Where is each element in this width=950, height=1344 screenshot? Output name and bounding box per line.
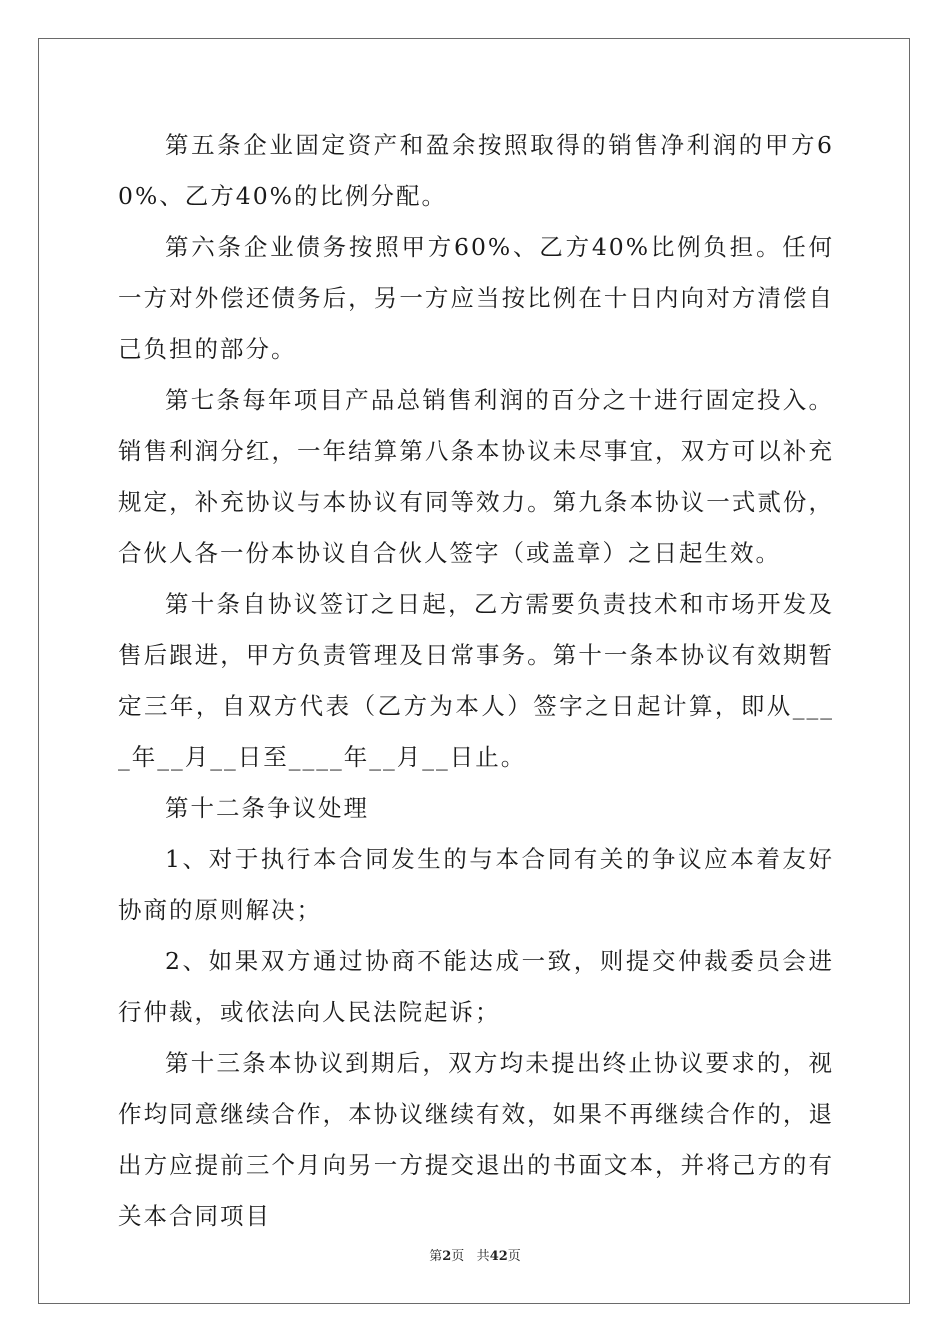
page-number: 2	[442, 1249, 452, 1264]
page-suffix: 页	[451, 1249, 465, 1264]
paragraph-article-10: 第十条自协议签订之日起，乙方需要负责技术和市场开发及售后跟进，甲方负责管理及日常事务。第十一条本协议有效期暂定三年，自双方代表（乙方为本人）签字之日起计算，即从____年__月__日至____年__月__日止。	[118, 590, 834, 771]
total-pages: 42	[489, 1249, 508, 1264]
document-body	[118, 120, 834, 1242]
total-suffix: 页	[507, 1249, 521, 1264]
paragraph-article-12-heading: 第十二条争议处理	[165, 794, 369, 822]
paragraph-article-7: 第七条每年项目产品总销售利润的百分之十进行固定投入。销售利润分红，一年结算第八条本协议未尽事宜，双方可以补充规定，补充协议与本协议有同等效力。第九条本协议一式贰份，合伙人各一份本协议自合伙人签字（或盖章）之日起生效。	[118, 386, 834, 567]
total-prefix: 共	[476, 1249, 490, 1264]
paragraph-article-5: 第五条企业固定资产和盈余按照取得的销售净利润的甲方60%、乙方40%的比例分配。	[118, 131, 834, 210]
paragraph-dispute-item-1: 1、对于执行本合同发生的与本合同有关的争议应本着友好协商的原则解决；	[118, 845, 834, 924]
paragraph-article-13: 第十三条本协议到期后，双方均未提出终止协议要求的，视作均同意继续合作，本协议继续有效，如果不再继续合作的，退出方应提前三个月向另一方提交退出的书面文本，并将己方的有关本合同项目	[118, 1049, 834, 1230]
page-footer	[0, 1245, 950, 1264]
page-prefix: 第	[429, 1249, 443, 1264]
paragraph-dispute-item-2: 2、如果双方通过协商不能达成一致，则提交仲裁委员会进行仲裁，或依法向人民法院起诉；	[118, 947, 834, 1026]
paragraph-article-6: 第六条企业债务按照甲方60%、乙方40%比例负担。任何一方对外偿还债务后，另一方应当按比例在十日内向对方清偿自己负担的部分。	[118, 233, 834, 363]
